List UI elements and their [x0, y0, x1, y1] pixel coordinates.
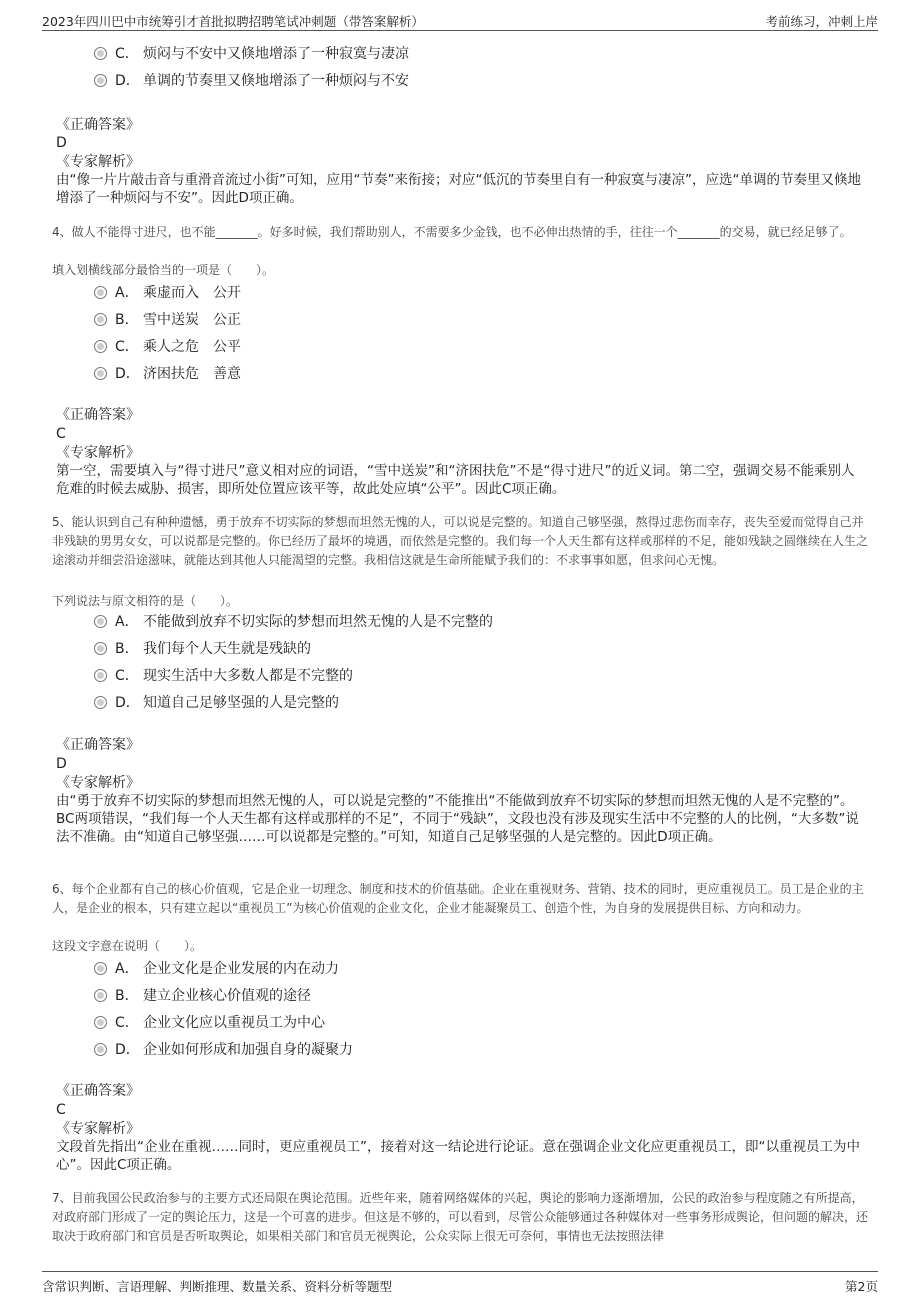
q6-answer-title: 《正确答案》 [56, 1083, 140, 1099]
page-header [42, 10, 878, 31]
q3-option-d[interactable]: D． 单调的节奏里又倏地增添了一种烦闷与不安 [94, 72, 409, 90]
radio-icon[interactable] [94, 286, 107, 299]
q5-option-d[interactable]: D． 知道自己足够坚强的人是完整的 [94, 694, 339, 712]
q3-option-c[interactable]: C． 烦闷与不安中又倏地增添了一种寂寞与凄凉 [94, 45, 409, 63]
q4-answer-title: 《正确答案》 [56, 407, 140, 423]
document-title: 2023年四川巴中市统筹引才首批拟聘招聘笔试冲刺题（带答案解析） [42, 14, 424, 29]
q4-prompt: 填入划横线部分最恰当的一项是（ ）。 [52, 263, 275, 277]
q3-answer-title: 《正确答案》 [56, 117, 140, 133]
radio-icon[interactable] [94, 313, 107, 326]
q5-option-b[interactable]: B． 我们每个人天生就是残缺的 [94, 640, 311, 658]
q4-analysis-title: 《专家解析》 [56, 445, 140, 461]
q5-prompt: 下列说法与原文相符的是（ ）。 [52, 594, 239, 608]
q4-analysis: 第一空，需要填入与“得寸进尺”意义相对应的词语，“雪中送炭”和“济困扶危”不是“得寸进尺”的近义词。第二空，强调交易不能乘别人危难的时候去威胁、损害，即所处位置应该平等，故此处应填“公平”。因此C项正确。 [56, 463, 855, 497]
q5-stem: 5、能认识到自己有种种遗憾，勇于放弃不切实际的梦想而坦然无愧的人，可以说是完整的。知道自己够坚强，熬得过悲伤而幸存，丧失至爱而觉得自己并非残缺的男男女女，可以说都是完整的。你已经历了最坏的境遇，而依然是完整的。我们每一个人天生都有这样或那样的不足，能如残缺之圆继续在人生之途滚动并细尝沿途滋味，就能达到其他人只能渴望的完整。我相信这就是生命所能赋予我们的：不求事事如愿，但求问心无愧。 [52, 515, 869, 567]
q5-answer: D [56, 756, 67, 772]
q6-analysis-title: 《专家解析》 [56, 1121, 140, 1137]
q6-answer: C [56, 1102, 66, 1118]
q5-option-a[interactable]: A． 不能做到放弃不切实际的梦想而坦然无愧的人是不完整的 [94, 613, 493, 631]
q6-stem: 6、每个企业都有自己的核心价值观，它是企业一切理念、制度和技术的价值基础。企业在重视财务、营销、技术的同时，更应重视员工。员工是企业的主人，是企业的根本，只有建立起以“重视员工”为核心价值观的企业文化，企业才能凝聚员工、创造个性，为自身的发展提供目标、方向和动力。 [52, 882, 864, 915]
q4-stem: 4、做人不能得寸进尺，也不能_______。好多时候，我们帮助别人，不需要多少金钱，也不必伸出热情的手，往往一个_______的交易，就已经足够了。 [52, 225, 852, 239]
header-slogan: 考前练习，冲刺上岸 [765, 14, 878, 29]
q5-option-c[interactable]: C． 现实生活中大多数人都是不完整的 [94, 667, 353, 685]
q6-option-d[interactable]: D． 企业如何形成和加强自身的凝聚力 [94, 1041, 353, 1059]
radio-icon[interactable] [94, 642, 107, 655]
q5-analysis: 由“勇于放弃不切实际的梦想而坦然无愧的人，可以说是完整的”不能推出“不能做到放弃不切实际的梦想而坦然无愧的人是不完整的”。BC两项错误，“我们每一个人天生都有这样或那样的不足”，不同于“残缺”，文段也没有涉及现实生活中不完整的人的比例，“大多数”说法不准确。由“知道自己够坚强……可以说都是完整的。”可知，知道自己足够坚强的人是完整的。因此D项正确。 [56, 793, 859, 845]
q4-option-a[interactable]: A． 乘虚而入 公开 [94, 284, 241, 302]
q7-stem: 7、目前我国公民政治参与的主要方式还局限在舆论范围。近些年来，随着网络媒体的兴起，舆论的影响力逐渐增加，公民的政治参与程度随之有所提高，对政府部门形成了一定的舆论压力，这是一个可喜的进步。但这是不够的，可以看到，尽管公众能够通过各种媒体对一些事务形成舆论，但问题的解决，还取决于政府部门和官员是否听取舆论，如果相关部门和官员无视舆论，公众实际上很无可奈何，事情也无法按照法律 [52, 1191, 869, 1243]
radio-icon[interactable] [94, 47, 107, 60]
q6-prompt: 这段文字意在说明（ ）。 [52, 939, 203, 953]
radio-icon[interactable] [94, 989, 107, 1002]
radio-icon[interactable] [94, 340, 107, 353]
radio-icon[interactable] [94, 1043, 107, 1056]
q3-analysis-title: 《专家解析》 [56, 154, 140, 170]
q6-option-b[interactable]: B． 建立企业核心价值观的途径 [94, 987, 311, 1005]
q4-option-c[interactable]: C． 乘人之危 公平 [94, 338, 241, 356]
q6-option-a[interactable]: A． 企业文化是企业发展的内在动力 [94, 960, 339, 978]
radio-icon[interactable] [94, 1016, 107, 1029]
q4-option-b[interactable]: B． 雪中送炭 公正 [94, 311, 241, 329]
footer-topics: 含常识判断、言语理解、判断推理、数量关系、资料分析等题型 [42, 1279, 393, 1294]
q5-answer-title: 《正确答案》 [56, 737, 140, 753]
page-number: 第2页 [845, 1279, 878, 1294]
q6-option-c[interactable]: C． 企业文化应以重视员工为中心 [94, 1014, 325, 1032]
radio-icon[interactable] [94, 962, 107, 975]
page-footer [42, 1271, 878, 1294]
radio-icon[interactable] [94, 74, 107, 87]
radio-icon[interactable] [94, 367, 107, 380]
q5-analysis-title: 《专家解析》 [56, 775, 140, 791]
q6-analysis: 文段首先指出“企业在重视……同时，更应重视员工”，接着对这一结论进行论证。意在强调企业文化应更重视员工，即“以重视员工为中心”。因此C项正确。 [56, 1139, 860, 1173]
q3-analysis: 由“像一片片敲击音与重滑音流过小街”可知，应用“节奏”来衔接；对应“低沉的节奏里自有一种寂寞与凄凉”，应选“单调的节奏里又倏地增添了一种烦闷与不安”。因此D项正确。 [56, 172, 861, 206]
q4-answer: C [56, 426, 66, 442]
q3-answer: D [56, 135, 67, 151]
radio-icon[interactable] [94, 696, 107, 709]
q4-option-d[interactable]: D． 济困扶危 善意 [94, 365, 241, 383]
radio-icon[interactable] [94, 615, 107, 628]
radio-icon[interactable] [94, 669, 107, 682]
